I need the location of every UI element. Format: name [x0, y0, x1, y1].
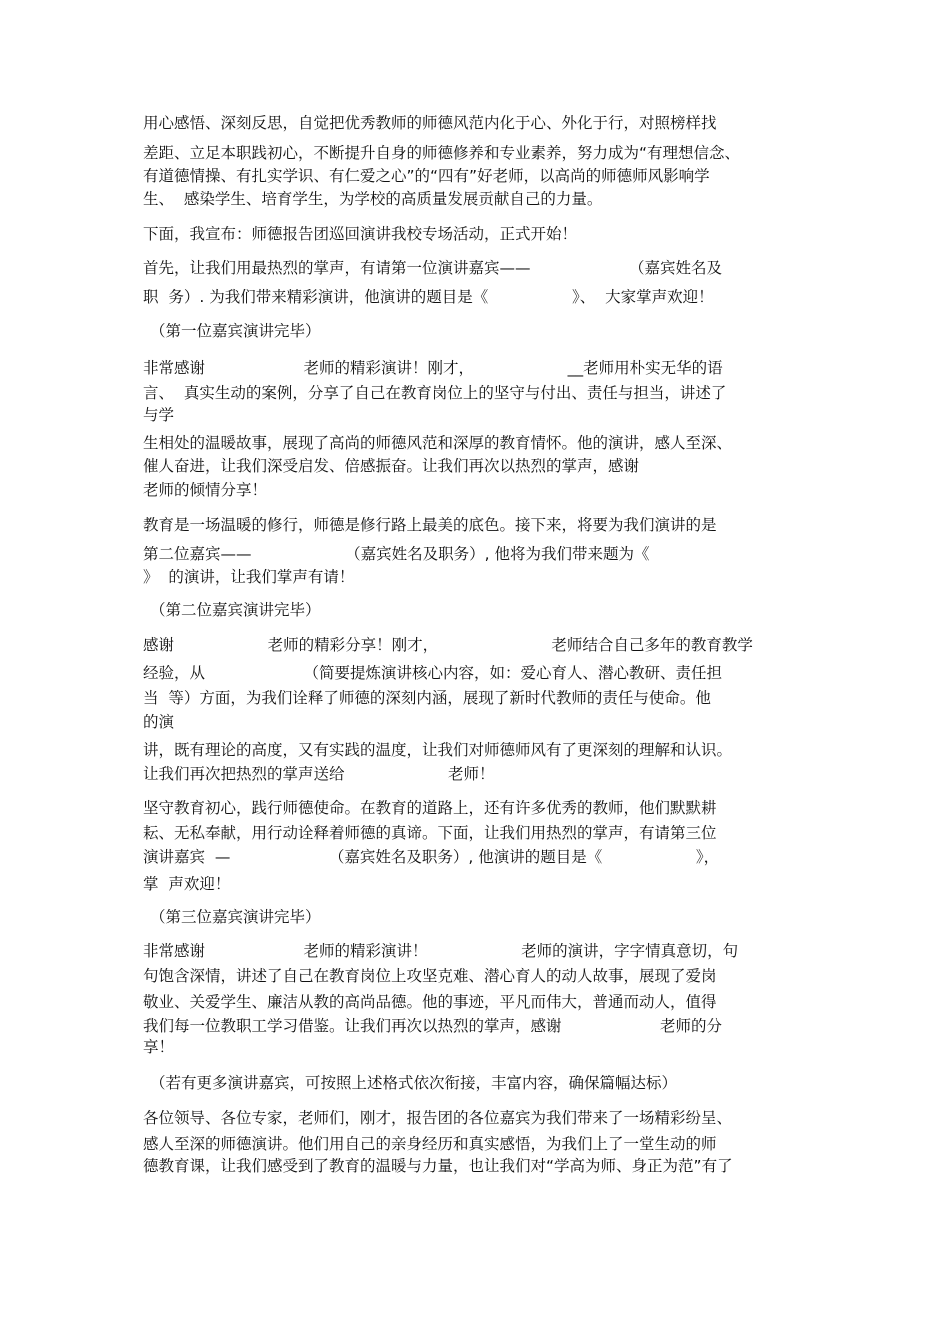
- text-line: （第三位嘉宾演讲完毕）: [150, 908, 321, 926]
- text-line: （若有更多演讲嘉宾，可按照上述格式依次衔接，丰富内容，确保篇幅达标）: [150, 1074, 678, 1092]
- text-line: 下面，我宣布：师德报告团巡回演讲我校专场活动，正式开始！: [143, 225, 578, 243]
- text-line: 讲，既有理论的高度，又有实践的温度，让我们对师德师风有了更深刻的理解和认识。: [143, 741, 733, 759]
- text-line: 我们每一位教职工学习借鉴。让我们再次以热烈的掌声，感谢 老师的分: [143, 1017, 723, 1035]
- text-line: 句饱含深情，讲述了自己在教育岗位上攻坚克难、潜心育人的动人故事，展现了爱岗: [143, 967, 717, 985]
- text-line: 有道德情操、有扎实学识、有仁爱之心”的“四有”好老师，以高尚的师德师风影响学: [143, 167, 710, 185]
- text-line: 掌 声欢迎！: [143, 875, 231, 893]
- text-line: 差距、立足本职践初心，不断提升自身的师德修养和专业素养，努力成为“有理想信念、: [143, 144, 741, 162]
- text-line: 的演: [143, 713, 175, 731]
- text-line: 生相处的温暖故事，展现了高尚的师德风范和深厚的教育情怀。他的演讲，感人至深、: [143, 434, 733, 452]
- text-line: 感人至深的师德演讲。他们用自己的亲身经历和真实感悟，为我们上了一堂生动的师: [143, 1135, 717, 1153]
- text-line: 耘、无私奉献，用行动诠释着师德的真谛。下面，让我们用热烈的掌声，有请第三位: [143, 824, 717, 842]
- text-line: 当 等）方面，为我们诠释了师德的深刻内涵，展现了新时代教师的责任与使命。他: [143, 689, 711, 707]
- text-line: 德教育课，让我们感受到了教育的温暖与力量，也让我们对“学高为师、身正为范”有了: [143, 1157, 733, 1175]
- text-line: 言、 真实生动的案例，分享了自己在教育岗位上的坚守与付出、责任与担当，讲述了: [143, 384, 727, 402]
- text-line: 用心感悟、深刻反思，自觉把优秀教师的师德风范内化于心、外化于行，对照榜样找: [143, 114, 717, 132]
- text-line: 敬业、关爱学生、廉洁从教的高尚品德。他的事迹，平凡而伟大，普通而动人，值得: [143, 993, 717, 1011]
- text-line: 坚守教育初心，践行师德使命。在教育的道路上，还有许多优秀的教师，他们默默耕: [143, 799, 717, 817]
- text-line: 感谢 老师的精彩分享！刚才， 老师结合自己多年的教育教学: [143, 636, 753, 654]
- text-line: 第二位嘉宾—— （嘉宾姓名及职务）, 他将为我们带来题为《: [143, 545, 650, 563]
- text-line: 让我们再次把热烈的掌声送给 老师！: [143, 765, 495, 783]
- text-line: 老师的倾情分享！: [143, 481, 268, 499]
- text-line: 催人奋进，让我们深受启发、倍感振奋。让我们再次以热烈的掌声，感谢: [143, 457, 640, 475]
- text-line: 与学: [143, 406, 175, 424]
- text-line: 生、 感染学生、培育学生，为学校的高质量发展贡献自己的力量。: [143, 190, 603, 208]
- text-line: （第二位嘉宾演讲完毕）: [150, 601, 321, 619]
- text-line: 经验，从 （简要提炼演讲核心内容，如：爱心育人、潜心教研、责任担: [143, 664, 723, 682]
- text-line: 》 的演讲，让我们掌声有请！: [143, 568, 355, 586]
- text-line: 首先，让我们用最热烈的掌声，有请第一位演讲嘉宾—— （嘉宾姓名及: [143, 259, 723, 277]
- text-line: 教育是一场温暖的修行，师德是修行路上最美的底色。接下来，将要为我们演讲的是: [143, 516, 717, 534]
- text-line: 非常感谢 老师的精彩演讲！ 老师的演讲，字字情真意切，句: [143, 942, 739, 960]
- text-line: 职 务）. 为我们带来精彩演讲，他演讲的题目是《 》、 大家掌声欢迎！: [143, 288, 714, 306]
- text-line: 演讲嘉宾 — （嘉宾姓名及职务）, 他演讲的题目是《 》，: [143, 848, 720, 866]
- text-line: （第一位嘉宾演讲完毕）: [150, 322, 321, 340]
- text-line: 各位领导、各位专家，老师们，刚才，报告团的各位嘉宾为我们带来了一场精彩纷呈、: [143, 1109, 733, 1127]
- text-line: 非常感谢 老师的精彩演讲！刚才， __老师用朴实无华的语: [143, 359, 723, 377]
- text-line: 享！: [143, 1038, 175, 1056]
